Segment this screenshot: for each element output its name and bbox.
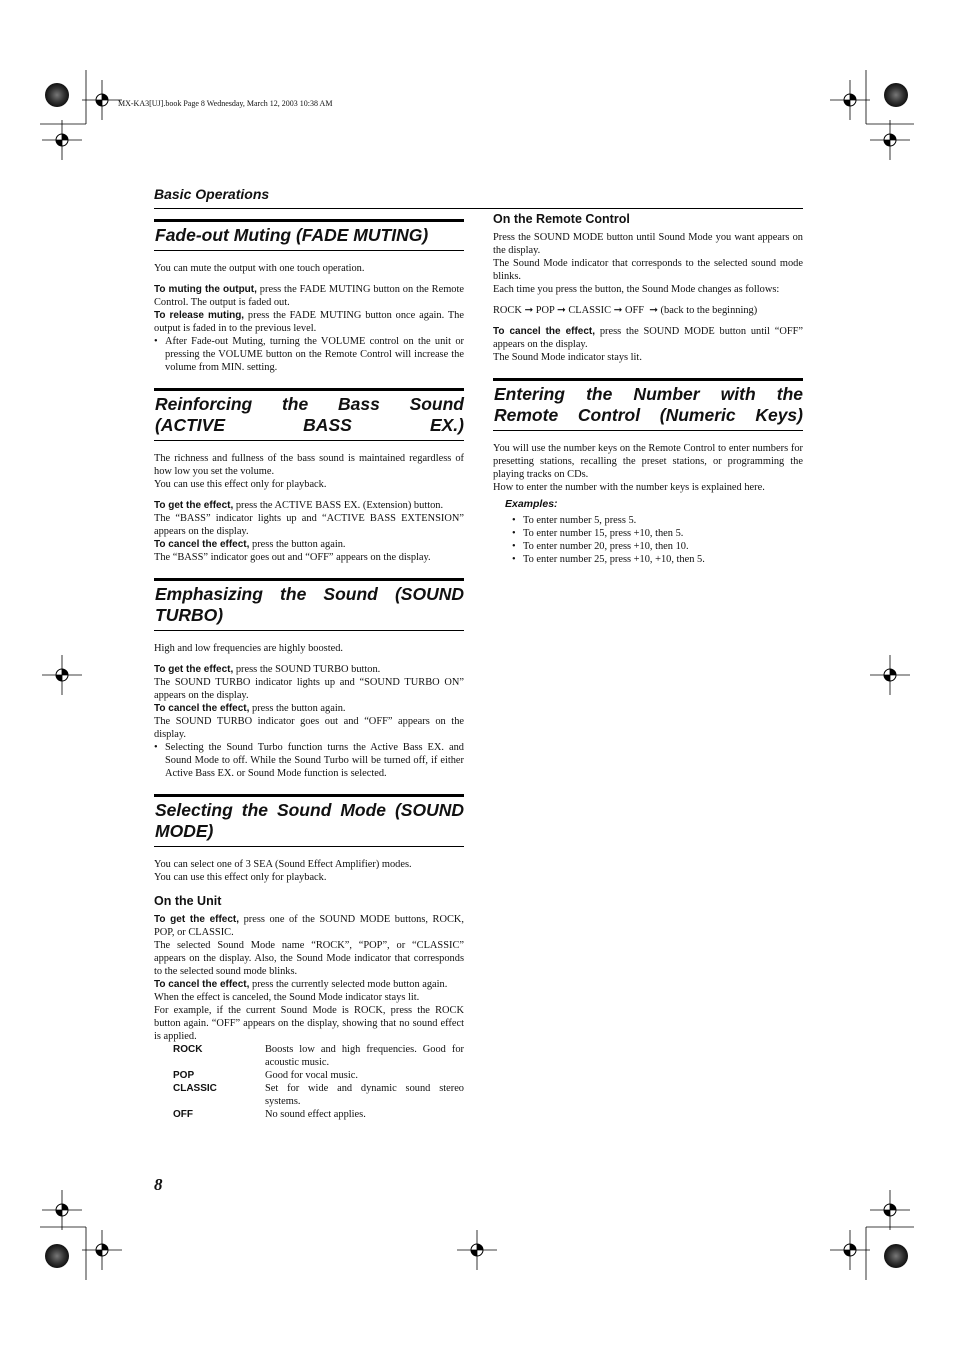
- mode-get-paragraph: To get the effect, press one of the SOUND MODE buttons, ROCK, POP, or CLASSIC.: [154, 914, 464, 938]
- turbo-cancel-paragraph: To cancel the effect, press the button again.: [154, 703, 346, 714]
- remote-p3: Each time you press the button, the Sound Mode changes as follows:: [493, 284, 780, 295]
- fade-intro: You can mute the output with one touch operation.: [154, 263, 365, 274]
- table-row: POP Good for vocal music.: [173, 1070, 358, 1081]
- remote-p1: Press the SOUND MODE button until Sound Mode you want appears on the display.: [493, 232, 803, 256]
- table-row: ROCK Boosts low and high frequencies. Good for acoustic music.: [173, 1044, 464, 1068]
- list-item: • To enter number 15, press +10, then 5.: [493, 527, 803, 540]
- on-the-remote-heading: On the Remote Control: [493, 212, 630, 226]
- active-bass-title: Reinforcing the Bass Sound (ACTIVE BASS EX.): [154, 388, 464, 441]
- list-item: • To enter number 5, press 5.: [493, 514, 803, 527]
- mode-cancel-result-1: When the effect is canceled, the Sound Mode indicator stays lit.: [154, 992, 420, 1003]
- on-the-unit-heading: On the Unit: [154, 894, 222, 908]
- sound-mode-title: Selecting the Sound Mode (SOUND MODE): [154, 794, 464, 847]
- right-column: [493, 212, 803, 566]
- numeric-p2: How to enter the number with the number keys is explained here.: [493, 482, 765, 493]
- fade-mute-paragraph: To muting the output, press the FADE MUTING button on the Remote Control. The output is faded out.: [154, 284, 464, 308]
- left-column: [154, 219, 464, 1121]
- turbo-intro: High and low frequencies are highly boosted.: [154, 643, 343, 654]
- bass-intro-2: You can use this effect only for playback.: [154, 479, 327, 490]
- numeric-keys-title: Entering the Number with the Remote Control (Numeric Keys): [493, 378, 803, 431]
- mode-cancel-result-2: For example, if the current Sound Mode is ROCK, press the ROCK button again. “OFF” appears on the display, showing that no sound effect is applied.: [154, 1005, 464, 1042]
- fade-release-paragraph: To release muting, press the FADE MUTING button once again. The output is faded in to the previous level.: [154, 310, 464, 334]
- mode-get-result: The selected Sound Mode name “ROCK”, “POP”, or “CLASSIC” appears on the display. Also, the Sound Mode indicator that corresponds to the selected sound mode blinks.: [154, 940, 464, 977]
- running-header: [154, 186, 803, 209]
- section-label: Basic Operations: [154, 186, 270, 202]
- list-item: • To enter number 20, press +10, then 10.: [493, 540, 803, 553]
- mode-sequence: ROCK ➞ POP ➞ CLASSIC ➞ OFF ➞ (back to the beginning): [493, 305, 758, 316]
- table-row: CLASSIC Set for wide and dynamic sound stereo systems.: [173, 1083, 464, 1107]
- bass-intro-1: The richness and fullness of the bass sound is maintained regardless of how low you set the volume.: [154, 453, 464, 477]
- page-number: 8: [154, 1175, 163, 1194]
- print-info: MX-KA3[UJ].book Page 8 Wednesday, March 12, 2003 10:38 AM: [118, 99, 333, 108]
- fade-note: • After Fade-out Muting, turning the VOLUME control on the unit or pressing the VOLUME button on the Remote Control will increase the volume from MIN. setting.: [154, 335, 464, 374]
- turbo-note: • Selecting the Sound Turbo function turns the Active Bass EX. and Sound Mode to off. While the Sound Turbo will be turned off, if either Active Bass EX. or Sound Mode function is selected.: [154, 741, 464, 780]
- bass-cancel-result: The “BASS” indicator goes out and “OFF” appears on the display.: [154, 552, 431, 563]
- turbo-get-paragraph: To get the effect, press the SOUND TURBO button.: [154, 664, 381, 675]
- turbo-get-result: The SOUND TURBO indicator lights up and “SOUND TURBO ON” appears on the display.: [154, 677, 464, 701]
- remote-cancel-paragraph: To cancel the effect, press the SOUND MODE button until “OFF” appears on the display.: [493, 326, 803, 350]
- bass-get-paragraph: To get the effect, press the ACTIVE BASS EX. (Extension) button.: [154, 500, 444, 511]
- numeric-p1: You will use the number keys on the Remote Control to enter numbers for presetting stations, recalling the preset stations, or programming the playing tracks on CDs.: [493, 443, 803, 480]
- table-row: OFF No sound effect applies.: [173, 1109, 366, 1120]
- mode-intro-1: You can select one of 3 SEA (Sound Effect Amplifier) modes.: [154, 859, 412, 870]
- bass-cancel-paragraph: To cancel the effect, press the button again.: [154, 539, 346, 550]
- fade-muting-title: Fade-out Muting (FADE MUTING): [154, 219, 464, 251]
- turbo-cancel-result: The SOUND TURBO indicator goes out and “OFF” appears on the display.: [154, 716, 464, 740]
- sound-mode-table: [154, 1043, 464, 1121]
- list-item: • To enter number 25, press +10, +10, then 5.: [493, 553, 803, 566]
- sound-turbo-title: Emphasizing the Sound (SOUND TURBO): [154, 578, 464, 631]
- mode-cancel-paragraph: To cancel the effect, press the currently selected mode button again.: [154, 979, 448, 990]
- mode-intro-2: You can use this effect only for playback.: [154, 872, 327, 883]
- examples-label: Examples:: [505, 498, 558, 510]
- remote-p2: The Sound Mode indicator that corresponds to the selected sound mode blinks.: [493, 258, 803, 282]
- remote-cancel-result: The Sound Mode indicator stays lit.: [493, 352, 642, 363]
- bass-get-result: The “BASS” indicator lights up and “ACTIVE BASS EXTENSION” appears on the display.: [154, 513, 464, 537]
